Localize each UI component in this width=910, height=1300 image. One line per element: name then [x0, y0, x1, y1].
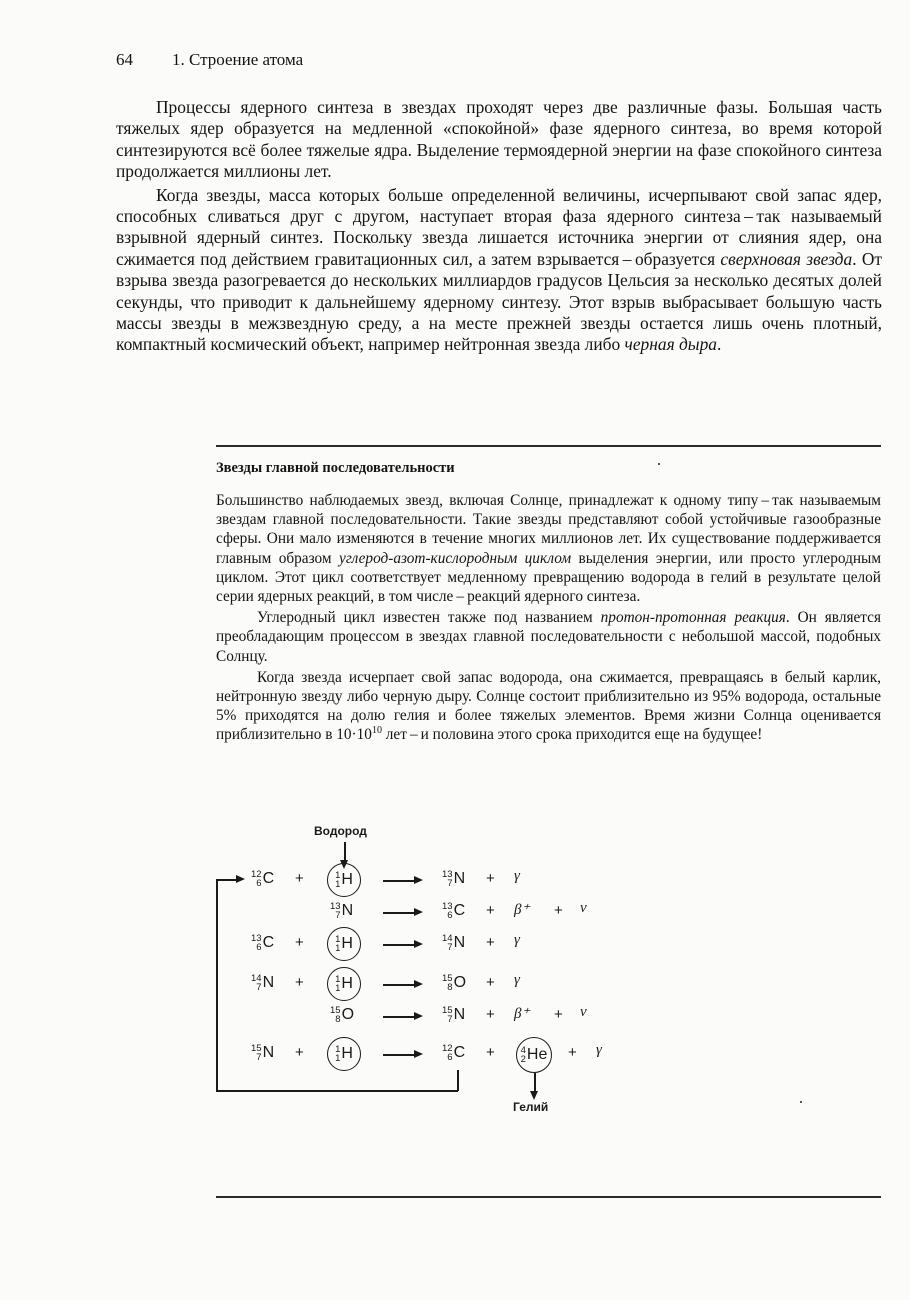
nuclide-n14: 14 7 N [442, 933, 466, 953]
plus-sign: + [295, 974, 304, 991]
text-run: . От взрыва звезда разогревается до нескольких миллиардов градусов Цельсия за несколько десятых долей секунды, что приводит к дальнейшему ядерному синтезу. Этот взрыв выбрасывает большую часть массы звезды в межзвездную среду, а на месте прежней звезды остается лишь очень плотный, компактный космический объект, например нейтронная звезда либо [116, 248, 882, 355]
speck [800, 1101, 802, 1103]
nuclide-c12: 12 6 C [251, 869, 275, 889]
gamma-symbol: γ [514, 932, 520, 948]
plus-sign: + [295, 870, 304, 887]
reaction-arrow [383, 912, 419, 914]
beta-plus-symbol: β⁺ [514, 1006, 530, 1022]
hydrogen-circle: 1 1 H [327, 967, 361, 1001]
plus-sign: + [295, 934, 304, 951]
box-bottom-rule [216, 1196, 881, 1198]
exponent: 10 [371, 725, 382, 737]
hydrogen-circle: 1 1 H [327, 863, 361, 897]
nuclide-n15: 15 7 N [251, 1043, 275, 1063]
running-head [116, 50, 303, 70]
text-run: Большинство наблюдаемых звезд, включая Солнце, принадлежат к одному типу – так называемым звездам главной последовательности. Такие звезды представляют собой устойчивые газообразные сферы. Они мало изменяются в течение многих миллионов лет. Их существование поддерживается главным образом [216, 492, 881, 567]
term-pp-reaction: протон-протонная реакция [600, 609, 786, 627]
reaction-arrow [383, 880, 419, 882]
paragraph-2 [116, 185, 882, 356]
main-text [116, 97, 882, 356]
reaction-arrow [383, 1054, 419, 1056]
plus-sign: + [486, 934, 495, 951]
text-run: Когда звезды, масса которых больше определенной величины, исчерпывают свой запас ядер, способных сливаться друг с другом, наступает вторая фаза ядерного синтеза – так называемый взрывной ядерный синтез. Поскольку звезда лишается источника энергии от слияния ядер, она сжимается под действием гравитационных сил, а затем взрывается – образуется [116, 184, 882, 269]
hydrogen-label: Водород [314, 824, 367, 838]
reaction-arrow [383, 984, 419, 986]
helium-label: Гелий [513, 1100, 549, 1114]
reaction-arrow [383, 1016, 419, 1018]
nuclide-n13: 13 7 N [442, 869, 466, 889]
text-run: . Он является преобладающим процессом в звездах главной последовательности с небольшой массой, подобных Солнцу. [216, 609, 881, 665]
cycle-return-line-top [216, 879, 236, 881]
plus-sign: + [568, 1044, 577, 1061]
text-run: лет – и половина этого срока приходится еще на будущее! [381, 726, 763, 744]
helium-output-arrow [534, 1073, 536, 1093]
box-title: Звезды главной последовательности [216, 460, 455, 476]
box-top-rule [216, 445, 881, 447]
nuclide-o15: 15 8 O [330, 1005, 355, 1025]
cycle-return-line-vertical [216, 879, 218, 1091]
cycle-return-line-bottom [216, 1090, 458, 1092]
hydrogen-input-arrow [344, 842, 346, 862]
nuclide-c12: 12 6 C [442, 1043, 466, 1063]
box-paragraph-1 [216, 491, 881, 606]
text-run: выделения энергии, или просто углеродным циклом. Этот цикл соответствует медленному превращению водорода в гелий в результате целой серии ядерных реакций, в том числе – реакций ядерного синтеза. [216, 549, 882, 606]
nuclide-n14: 14 7 N [251, 973, 275, 993]
nuclide-n15: 15 7 N [442, 1005, 466, 1025]
gamma-symbol: γ [596, 1042, 602, 1058]
helium-circle: 4 2 He [516, 1037, 552, 1073]
plus-sign: + [486, 902, 495, 919]
nuclide-n13: 13 7 N [330, 901, 354, 921]
cycle-return-line-riser [457, 1070, 459, 1091]
plus-sign: + [554, 902, 563, 919]
nuclide-c13: 13 6 C [251, 933, 275, 953]
paragraph-1: Процессы ядерного синтеза в звездах проходят через две различные фазы. Большая часть тяжелых ядер образуется на медленной «спокойной» фазе ядерного синтеза, во время которой синтезируются всё более тяжелые ядра. Выделение термоядерной энергии на фазе спокойного синтеза продолжается миллионы лет. [116, 97, 882, 182]
plus-sign: + [295, 1044, 304, 1061]
plus-sign: + [554, 1006, 563, 1023]
gamma-symbol: γ [514, 972, 520, 988]
plus-sign: + [486, 1006, 495, 1023]
hydrogen-circle: 1 1 H [327, 1037, 361, 1071]
box-paragraph-2 [216, 608, 881, 666]
box-paragraph-3 [216, 668, 881, 745]
hydrogen-circle: 1 1 H [327, 927, 361, 961]
nuclide-c13: 13 6 C [442, 901, 466, 921]
neutrino-symbol: ν [580, 900, 587, 916]
plus-sign: + [486, 1044, 495, 1061]
reaction-arrow [383, 944, 419, 946]
plus-sign: + [486, 870, 495, 887]
plus-sign: + [486, 974, 495, 991]
term-supernova: сверхновая звезда [720, 248, 853, 269]
beta-plus-symbol: β⁺ [514, 902, 530, 918]
chapter-title: 1. Строение атома [172, 50, 304, 69]
speck [658, 463, 660, 465]
nuclide-o15: 15 8 O [442, 973, 467, 993]
neutrino-symbol: ν [580, 1004, 587, 1020]
text-run: Углеродный цикл известен также под названием [257, 609, 601, 627]
gamma-symbol: γ [514, 868, 520, 884]
term-cno-cycle: углерод-азот-кислородным циклом [339, 549, 572, 567]
text-run: Когда звезда исчерпает свой запас водорода, она сжимается, превращаясь в белый карлик, нейтронную звезду либо черную дыру. Солнце состоит приблизительно из 95% водорода, остальные 5% приходятся на долю гелия и более тяжелых элементов. Время жизни Солнца оценивается приблизительно в 10·10 [216, 668, 881, 744]
term-black-hole: черная дыра [624, 334, 717, 355]
box-text [216, 491, 881, 745]
cycle-arrow-head [236, 875, 245, 883]
page-number: 64 [116, 50, 133, 69]
text-run: . [716, 334, 722, 355]
